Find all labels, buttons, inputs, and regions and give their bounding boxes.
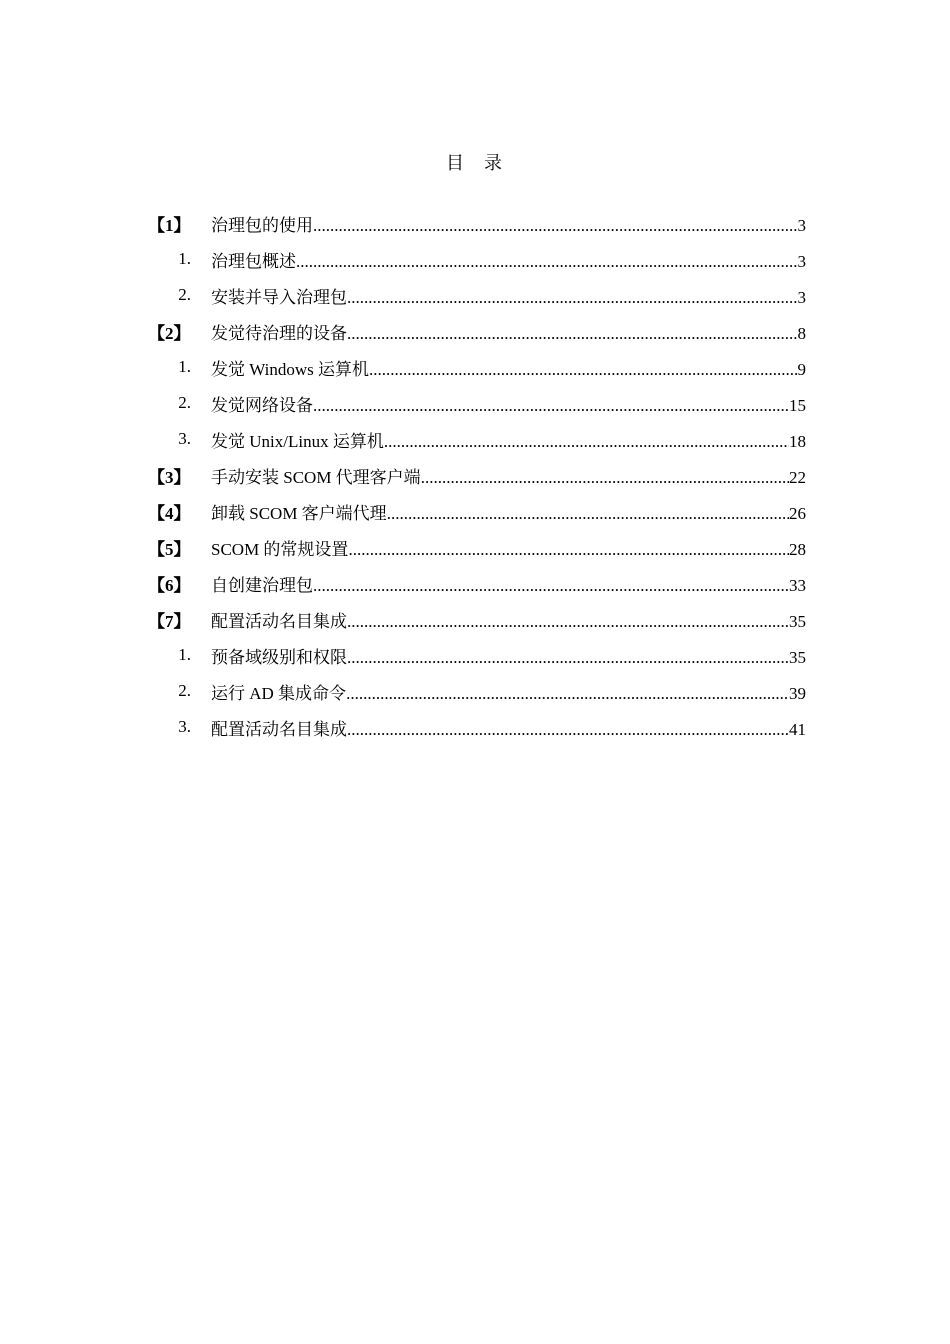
toc-entry-title: 自创建治理包	[211, 575, 313, 595]
toc-section-number: 3.	[178, 717, 191, 736]
toc-entry[interactable]	[148, 205, 806, 241]
toc-page-number: 39	[789, 683, 806, 703]
toc-page-number: 15	[789, 395, 806, 415]
toc-entry-body	[211, 355, 806, 380]
toc-entry-body	[211, 535, 806, 560]
toc-entry-title: 预备域级别和权限	[211, 647, 347, 667]
toc-page-number: 3	[797, 251, 806, 271]
toc-entry-body	[211, 247, 806, 272]
toc-entry-body	[211, 391, 806, 416]
toc-chapter-number: 【5】	[148, 539, 191, 559]
toc-entry-body	[211, 319, 806, 344]
toc-page-number: 8	[797, 323, 806, 343]
toc-entry[interactable]	[148, 709, 806, 745]
toc-entry-title: 发觉 Windows 运算机	[211, 359, 369, 379]
toc-entry-title: 治理包概述	[211, 251, 296, 271]
toc-section-number: 2.	[178, 393, 191, 412]
toc-entry-title: 卸载 SCOM 客户端代理	[211, 503, 387, 523]
toc-dot-leader	[387, 504, 789, 524]
toc-dot-leader	[347, 612, 789, 632]
toc-section-number: 2.	[178, 681, 191, 700]
toc-chapter-number: 【4】	[148, 503, 191, 523]
toc-page-number: 28	[789, 539, 806, 559]
toc-dot-leader	[348, 540, 789, 560]
toc-dot-leader	[347, 648, 789, 668]
toc-dot-leader	[421, 468, 789, 488]
toc-chapter-number: 【1】	[148, 215, 191, 235]
toc-chapter-number: 【6】	[148, 575, 191, 595]
toc-dot-leader	[347, 288, 798, 308]
toc-section-number: 1.	[178, 645, 191, 664]
toc-page-number: 33	[789, 575, 806, 595]
toc-entry-body	[211, 427, 806, 452]
toc-entry[interactable]	[148, 385, 806, 421]
toc-entry-title: 配置活动名目集成	[211, 719, 347, 739]
toc-entry-body	[211, 211, 806, 236]
toc-entry-title: 配置活动名目集成	[211, 611, 347, 631]
toc-entry[interactable]	[148, 529, 806, 565]
toc-page-number: 41	[789, 719, 806, 739]
toc-entry-body	[211, 571, 806, 596]
toc-dot-leader	[313, 576, 789, 596]
toc-page-number: 26	[789, 503, 806, 523]
toc-entry-body	[211, 715, 806, 740]
toc-entry[interactable]	[148, 241, 806, 277]
toc-entry-body	[211, 283, 806, 308]
toc-heading-left: 目	[446, 153, 466, 173]
toc-entry[interactable]	[148, 313, 806, 349]
toc-entry-body	[211, 463, 806, 488]
toc-heading-right: 录	[484, 153, 504, 173]
toc-dot-leader	[347, 720, 789, 740]
toc-page-number: 22	[789, 467, 806, 487]
toc-entry[interactable]	[148, 457, 806, 493]
table-of-contents	[148, 205, 806, 745]
toc-dot-leader	[313, 216, 798, 236]
toc-entry-title: 安装并导入治理包	[211, 287, 347, 307]
toc-page-number: 3	[797, 215, 806, 235]
toc-page-number: 18	[789, 431, 806, 451]
toc-entry[interactable]	[148, 637, 806, 673]
toc-entry-body	[211, 643, 806, 668]
toc-entry-title: SCOM 的常规设置	[211, 539, 349, 559]
toc-page-number: 3	[797, 287, 806, 307]
toc-page-number: 35	[789, 647, 806, 667]
toc-entry[interactable]	[148, 601, 806, 637]
toc-page-number: 9	[797, 359, 806, 379]
toc-entry[interactable]	[148, 421, 806, 457]
toc-chapter-number: 【2】	[148, 323, 191, 343]
toc-entry-body	[211, 607, 806, 632]
toc-dot-leader	[369, 360, 798, 380]
toc-entry[interactable]	[148, 349, 806, 385]
toc-dot-leader	[313, 396, 789, 416]
toc-heading	[0, 150, 950, 176]
toc-entry-title: 发觉 Unix/Linux 运算机	[211, 431, 384, 451]
toc-entry-body	[211, 499, 806, 524]
toc-entry-title: 运行 AD 集成命令	[211, 683, 347, 703]
toc-dot-leader	[347, 324, 798, 344]
toc-entry-title: 手动安装 SCOM 代理客户端	[211, 467, 421, 487]
toc-entry-title: 治理包的使用	[211, 215, 313, 235]
toc-entry-body	[211, 679, 806, 704]
toc-section-number: 1.	[178, 249, 191, 268]
toc-section-number: 2.	[178, 285, 191, 304]
toc-page-number: 35	[789, 611, 806, 631]
toc-dot-leader	[296, 252, 798, 272]
toc-dot-leader	[384, 432, 789, 452]
toc-dot-leader	[346, 684, 789, 704]
toc-entry[interactable]	[148, 493, 806, 529]
toc-section-number: 3.	[178, 429, 191, 448]
toc-section-number: 1.	[178, 357, 191, 376]
toc-entry-title: 发觉待治理的设备	[211, 323, 347, 343]
toc-entry[interactable]	[148, 277, 806, 313]
toc-entry-title: 发觉网络设备	[211, 395, 313, 415]
toc-chapter-number: 【3】	[148, 467, 191, 487]
toc-entry[interactable]	[148, 673, 806, 709]
toc-entry[interactable]	[148, 565, 806, 601]
toc-chapter-number: 【7】	[148, 611, 191, 631]
